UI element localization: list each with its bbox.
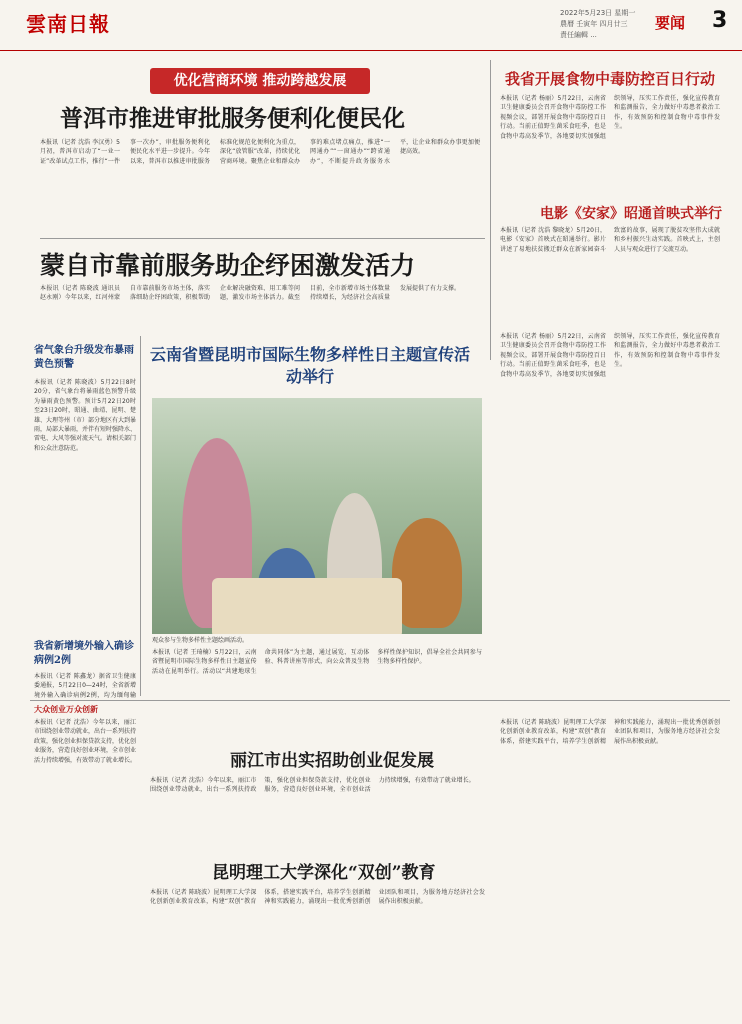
page-header <box>0 0 742 51</box>
event-photo <box>152 398 482 634</box>
headline-puer: 普洱市推进审批服务便利化便民化 <box>60 105 405 132</box>
divider <box>40 238 485 239</box>
section-name: 要闻 <box>655 14 686 32</box>
body-weather: 本报讯（记者 陈晓波）5月22日8时20分，省气象台将暴雨蓝色预警升级为暴雨黄色预警。预计5月22日20时至23日20时，昭通、曲靖、昆明、楚雄、大理等州（市）部分地区有大到暴雨，局部大暴雨，并伴有短时强降水、雷电、大风等强对流天气。请相关部门和公众注意防范。 <box>34 379 136 452</box>
issue-date: 2022年5月23日 星期一 <box>560 9 636 17</box>
headline-kust: 昆明理工大学深化“双创”教育 <box>212 863 436 883</box>
issue-lunar: 農曆 壬寅年 四月廿三 <box>560 20 628 28</box>
headline-covid: 我省新增境外输入确诊病例2例 <box>34 641 134 666</box>
section-label: 大众创业万众创新 <box>34 705 98 714</box>
sidebar-column-text: 本报讯（记者 杨丽）5月22日，云南省卫生健康委员会召开食物中毒防控工作视频会议，部署开展食物中毒防控百日行动。当前正值野生菌采食旺季，也是食物中毒高发季节，各地要切实加强组织领导，压实工作责任，强化宣传教育和监测报告，全力做好中毒患者救治工作，有效预防和控制食物中毒事件发生。 <box>500 333 720 378</box>
body-kust: 本报讯（记者 陈晓波）昆明理工大学深化创新创业教育改革，构建“双创”教育体系，搭建实践平台，培养学生创新精神和实践能力，涌现出一批优秀创新创业团队和项目，为服务地方经济社会发展作出积极贡献。 <box>150 889 485 906</box>
topic-banner: 优化营商环境 推动跨越发展 <box>150 68 370 94</box>
photo-caption: 观众参与生物多样性主题绘画活动。 <box>152 637 249 644</box>
headline-film: 电影《安家》昭通首映式举行 <box>540 206 722 222</box>
headline-weather: 省气象台升级发布暴雨黄色预警 <box>34 345 134 370</box>
masthead: 雲南日報 <box>26 12 110 36</box>
issue-info <box>560 8 635 41</box>
body-biodiversity: 本报讯（记者 王琦楠）5月22日，云南省暨昆明市国际生物多样性日主题宣传活动在昆明举行。活动以“共建地球生命共同体”为主题，通过展览、互动体验、科普讲座等形式，向公众普及生物多样性保护知识，倡导全社会共同参与生物多样性保护。 <box>152 649 482 675</box>
headline-mengzi: 蒙自市靠前服务助企纾困激发活力 <box>40 251 416 280</box>
headline-biodiversity: 云南省暨昆明市国际生物多样性日主题宣传活动举行 <box>150 345 471 386</box>
divider <box>30 700 730 701</box>
body-puer: 本报讯（记者 沈浩 李汉勇）5月初，普洱市启动了“一业一证”改革试点工作，推行“一件事一次办”，审批服务便利化便民化水平进一步提升。今年以来，普洱市以推进审批服务标准化规范化便利化为重点，深化“放管服”改革，持续优化营商环境。聚焦企业和群众办事的难点堵点痛点，推进“一网通办”“一窗通办”“跨省通办”，不断提升政务服务水平，让企业和群众办事更加便捷高效。 <box>40 139 480 165</box>
headline-food: 我省开展食物中毒防控百日行动 <box>505 70 716 88</box>
divider <box>140 336 141 696</box>
body-food: 本报讯（记者 杨丽）5月22日，云南省卫生健康委员会召开食物中毒防控工作视频会议，部署开展食物中毒防控百日行动。当前正值野生菌采食旺季，也是食物中毒高发季节，各地要切实加强组织领导，压实工作责任，强化宣传教育和监测报告，全力做好中毒患者救治工作，有效预防和控制食物中毒事件发生。 <box>500 95 720 140</box>
body-mengzi: 本报讯（记者 陈晓波 通讯员 赵永刚）今年以来，红河州蒙自市靠前服务市场主体，落实落细助企纾困政策，积极帮助企业解决融资难、用工难等问题，激发市场主体活力。截至目前，全市新增市场主体数量持续增长，为经济社会高质量发展提供了有力支撑。 <box>40 285 461 302</box>
page-number: 3 <box>712 8 728 33</box>
body-film: 本报讯（记者 沈浩 黎晓龙）5月20日，电影《安家》首映式在昭通举行。影片讲述了易地扶贫搬迁群众在新家园奋斗致富的故事，展现了脱贫攻坚伟大成就和乡村振兴生动实践。首映式上，主创人员与观众进行了交流互动。 <box>500 227 720 253</box>
body-lijiang: 本报讯（记者 沈浩）今年以来，丽江市围绕创业带动就业，出台一系列扶持政策，强化创业担保贷款支持，优化创业服务，营造良好创业环境，全市创业活力持续增强，有效带动了就业增长。 <box>150 777 475 794</box>
issue-editor: 責任編輯 ... <box>560 31 597 39</box>
body-bottom-left: 本报讯（记者 沈浩）今年以来，丽江市围绕创业带动就业，出台一系列扶持政策，强化创业担保贷款支持，优化创业服务，营造良好创业环境，全市创业活力持续增强，有效带动了就业增长。 <box>34 719 136 764</box>
divider <box>490 60 491 360</box>
body-bottom-right: 本报讯（记者 陈晓波）昆明理工大学深化创新创业教育改革，构建“双创”教育体系，搭建实践平台，培养学生创新精神和实践能力，涌现出一批优秀创新创业团队和项目，为服务地方经济社会发展作出积极贡献。 <box>500 719 720 745</box>
body-covid: 本报讯（记者 陈鑫龙）据省卫生健康委通报，5月22日0—24时，全省新增境外输入确诊病例2例，均为缅甸输 <box>34 673 136 699</box>
headline-lijiang: 丽江市出实招助创业促发展 <box>230 751 434 771</box>
